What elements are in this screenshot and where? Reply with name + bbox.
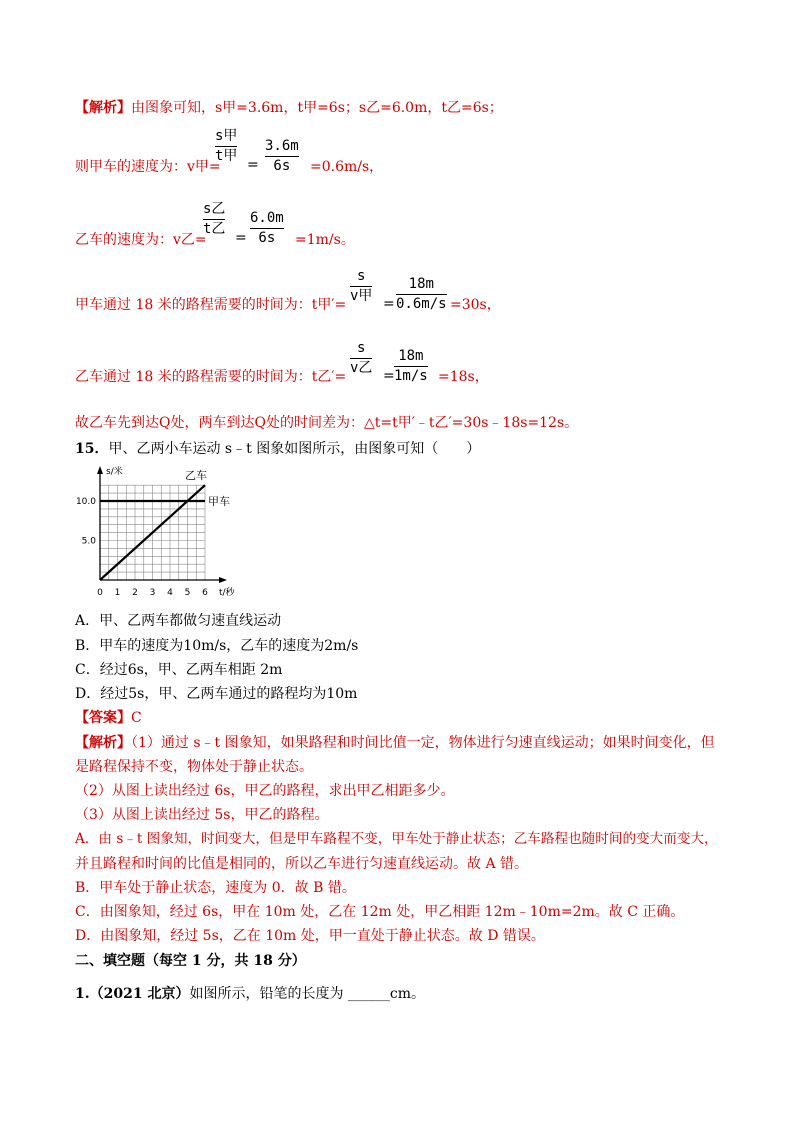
analysis-q15-line-5: A．由 s﹣t 图象知，时间变大，但是甲车路程不变，甲车处于静止状态；乙车路程也随时间的变大而变大，: [75, 831, 718, 847]
y-tick-label: 10.0: [75, 497, 96, 507]
analysis-conclusion: 故乙车先到达Q处，两车到达Q处的时间差为：△t=t甲′﹣t乙′=30s﹣18s=12s。: [75, 415, 579, 431]
fraction-denominator: v甲: [350, 288, 373, 304]
fraction-denominator: 6s: [273, 158, 291, 174]
fraction-jia-symbols: [215, 128, 237, 165]
v-yi-line: [75, 231, 207, 249]
analysis-tag: 【解析】: [75, 100, 131, 116]
fraction-bar: [350, 286, 372, 287]
fraction-tjia-symbols: [350, 268, 372, 305]
fraction-denominator: 0.6m/s: [396, 296, 447, 312]
fraction-tyi-values: [394, 348, 428, 385]
analysis-q15-line-6: 并且路程和时间的比值是相同的，所以乙车进行匀速直线运动。故 A 错。: [75, 856, 529, 872]
fraction-yi-symbols: [203, 201, 225, 238]
analysis-text: （1）通过 s﹣t 图象知，如果路程和时间比值一定，物体进行匀速直线运动；如果时间变化，但: [131, 735, 715, 751]
analysis-intro-line: [75, 99, 503, 117]
equals-sign: =: [247, 157, 259, 173]
fraction-tyi-symbols: [350, 340, 372, 377]
fraction-numerator: s乙: [203, 201, 226, 217]
x-tick-label: 4: [167, 588, 173, 598]
analysis-q15-line-4: （3）从图上读出经过 5s，甲乙的路程。: [75, 807, 329, 823]
fraction-bar: [203, 219, 225, 220]
equals-sign: =: [235, 230, 247, 246]
t-jia-result: =30s，: [450, 297, 501, 313]
fraction-numerator: 18m: [408, 276, 434, 292]
fraction-bar: [350, 358, 372, 359]
section-title: 二、填空题（每空 1 分，共 18 分）: [75, 953, 306, 969]
question-text: 如图所示，铅笔的长度为 ______cm。: [189, 986, 426, 1002]
x-axis-arrow: [219, 577, 227, 583]
answer-value: C: [131, 710, 142, 726]
v-jia-line: [75, 158, 221, 176]
x-tick-label: 6: [202, 588, 208, 598]
t-yi-prefix: 乙车通过 18 米的路程需要的时间为：t乙′=: [75, 369, 347, 385]
answer-line: [75, 709, 142, 727]
y-axis-arrow: [97, 466, 103, 474]
option-d: D．经过5s，甲、乙两车通过的路程均为10m: [75, 686, 358, 702]
fraction-denominator: v乙: [350, 360, 373, 376]
t-yi-result: =18s，: [438, 369, 489, 385]
option-c: C．经过6s，甲、乙两车相距 2m: [75, 662, 283, 678]
series-label-jia: 甲车: [208, 495, 230, 508]
equals-sign: =: [383, 296, 395, 312]
fraction-tjia-values: [396, 276, 447, 313]
fraction-bar: [394, 366, 428, 367]
x-tick-label: 0: [97, 588, 103, 598]
t-jia-prefix: 甲车通过 18 米的路程需要的时间为：t甲′=: [75, 297, 347, 313]
question-15-stem: [75, 440, 480, 458]
fraction-bar: [396, 294, 447, 295]
answer-tag: 【答案】: [75, 710, 131, 726]
x-axis-label: t/秒: [219, 588, 235, 598]
question-number: 15．: [75, 441, 109, 457]
analysis-q15-line-2: 是路程保持不变，物体处于静止状态。: [75, 759, 313, 775]
fraction-denominator: 6s: [258, 230, 276, 246]
analysis-q15-line-1: [75, 734, 715, 752]
x-tick-label: 1: [114, 588, 121, 598]
fraction-numerator: s甲: [215, 128, 238, 144]
t-jia-line: [75, 296, 346, 314]
analysis-q15-line-9: D．由图象知，经过 5s，乙在 10m 处，甲一直处于静止状态。故 D 错误。: [75, 928, 545, 944]
x-tick-label: 3: [149, 588, 156, 598]
question-source: 1.（2021 北京）: [75, 986, 190, 1002]
fraction-jia-values: [265, 138, 299, 175]
fraction-numerator: 6.0m: [250, 210, 284, 226]
v-yi-prefix: 乙车的速度为：v乙=: [75, 232, 207, 248]
st-chart: [72, 462, 242, 607]
fraction-denominator: t乙: [203, 221, 226, 237]
analysis-tag: 【解析】: [75, 735, 131, 751]
option-a: A．甲、乙两车都做匀速直线运动: [75, 613, 282, 629]
fraction-numerator: s: [357, 268, 366, 284]
v-yi-result: =1m/s。: [295, 232, 355, 248]
x-tick-label: 2: [132, 588, 138, 598]
analysis-q15-line-3: （2）从图上读出经过 6s，甲乙的路程，求出甲乙相距多少。: [75, 783, 455, 799]
t-yi-line: [75, 368, 346, 386]
fraction-yi-values: [250, 210, 284, 247]
analysis-q15-line-8: C．由图象知，经过 6s，甲在 10m 处，乙在 12m 处，甲乙相距 12m﹣10m=2m。故 C 正确。: [75, 904, 685, 920]
x-tick-label: 5: [184, 588, 191, 598]
fraction-denominator: t甲: [215, 148, 238, 164]
fraction-numerator: 3.6m: [265, 138, 299, 154]
fraction-bar: [265, 156, 299, 157]
fraction-bar: [250, 228, 284, 229]
question-stem: 甲、乙两小车运动 s﹣t 图象如图所示，由图象可知（ ）: [108, 441, 481, 457]
option-b: B．甲车的速度为10m/s，乙车的速度为2m/s: [75, 638, 359, 654]
fraction-numerator: 18m: [398, 348, 424, 364]
fill-question-1: [75, 985, 425, 1003]
analysis-intro: 由图象可知，s甲=3.6m，t甲=6s；s乙=6.0m，t乙=6s；: [131, 100, 503, 116]
series-label-yi: 乙车: [185, 469, 207, 483]
v-jia-result: =0.6m/s，: [310, 159, 384, 175]
analysis-q15-line-7: B．甲车处于静止状态，速度为 0．故 B 错。: [75, 880, 356, 896]
y-axis-label: s/米: [106, 467, 123, 477]
fraction-numerator: s: [357, 340, 366, 356]
fraction-denominator: 1m/s: [394, 368, 428, 384]
equals-sign: =: [383, 368, 395, 384]
y-tick-label: 5.0: [81, 536, 96, 547]
v-jia-prefix: 则甲车的速度为：v甲=: [75, 159, 221, 175]
fraction-bar: [215, 146, 237, 147]
